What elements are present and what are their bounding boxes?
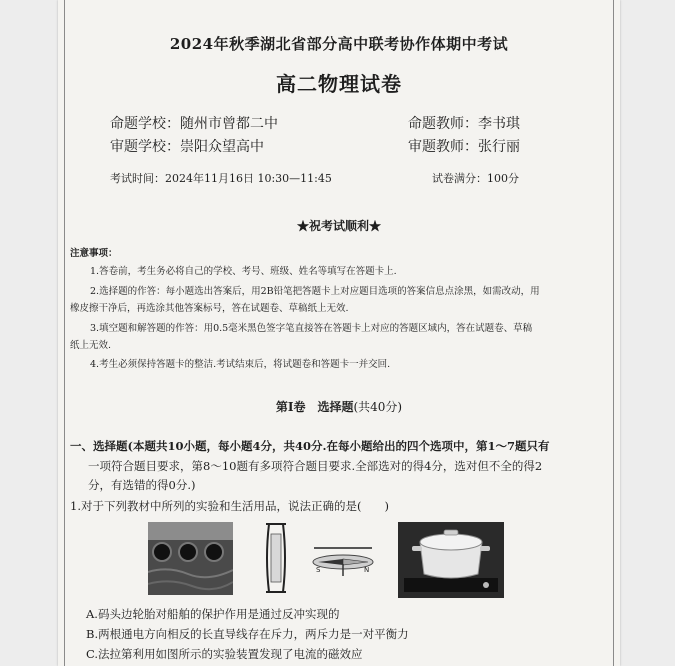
compass-label-s: S xyxy=(316,566,321,574)
reviewing-school: 审题学校：崇阳众望高中 xyxy=(110,139,264,155)
part-instructions-line: 一项符合题目要求，第8～10题有多项符合题目要求.全部选对的得4分，选对但不全的得2 xyxy=(88,459,543,473)
compass-label-n: N xyxy=(364,566,370,574)
question-1-stem: 1.对于下列教材中所列的实验和生活用品，说法正确的是( ) xyxy=(70,499,389,513)
good-luck-banner: ★祝考试顺利★ xyxy=(296,219,381,233)
note-item: 橡皮擦干净后，再选涂其他答案标号，答在试题卷、草稿纸上无效. xyxy=(70,303,349,314)
section-heading xyxy=(58,398,620,415)
note-item: 3.填空题和解答题的作答：用0.5毫米黑色签字笔直接答在答题卡上对应的答题区域内，答在试题卷、草稿 xyxy=(90,323,533,334)
q1-option-a: A.码头边轮胎对船舶的保护作用是通过反冲实现的 xyxy=(86,607,340,621)
section-title: 第Ⅰ卷 选择题 xyxy=(275,400,354,414)
exam-title: 2024年秋季湖北省部分高中联考协作体期中考试 xyxy=(169,35,509,53)
exam-time: 考试时间：2024年11月16日 10:30—11:45 xyxy=(110,172,332,185)
q1-option-b: B.两根通电方向相反的长直导线存在斥力，两斥力是一对平衡力 xyxy=(86,627,409,641)
section-score: (共40分) xyxy=(353,400,403,414)
figure-oersted-compass xyxy=(308,540,378,580)
note-item: 纸上无效. xyxy=(70,340,112,351)
scan-border-right xyxy=(613,0,614,666)
part-instructions-line: 一、选择题(本题共10小题，每小题4分，共40分.在每小题给出的四个选项中，第1～7题只有 xyxy=(70,439,550,453)
reviewing-teacher: 审题教师：张行丽 xyxy=(408,139,520,155)
notes-heading: 注意事项： xyxy=(70,248,118,259)
document-page xyxy=(58,0,620,666)
part-instructions-line: 分，有选错的得0分.) xyxy=(88,478,196,492)
viewer-right-margin[interactable] xyxy=(620,0,675,666)
figure-dock-tires xyxy=(148,522,233,595)
proposing-teacher: 命题教师：李书琪 xyxy=(408,116,520,132)
figure-parallel-wires xyxy=(262,520,290,596)
viewer-left-margin xyxy=(0,0,58,666)
proposing-school: 命题学校：随州市曾都二中 xyxy=(110,116,278,132)
note-item: 2.选择题的作答：每小题选出答案后，用2B铅笔把答题卡上对应题目选项的答案信息点涂黑，如需改动，用 xyxy=(90,286,540,297)
q1-option-c: C.法拉第利用如图所示的实验装置发现了电流的磁效应 xyxy=(86,647,363,661)
figure-induction-cooker xyxy=(398,522,504,598)
full-score: 试卷满分：100分 xyxy=(432,172,519,185)
note-item: 4.考生必须保持答题卡的整洁.考试结束后，将试题卷和答题卡一并交回. xyxy=(90,359,391,370)
scan-border-left xyxy=(64,0,65,666)
exam-subtitle: 高二物理试卷 xyxy=(276,72,402,96)
note-item: 1.答卷前，考生务必将自己的学校、考号、班级、姓名等填写在答题卡上. xyxy=(90,266,397,277)
